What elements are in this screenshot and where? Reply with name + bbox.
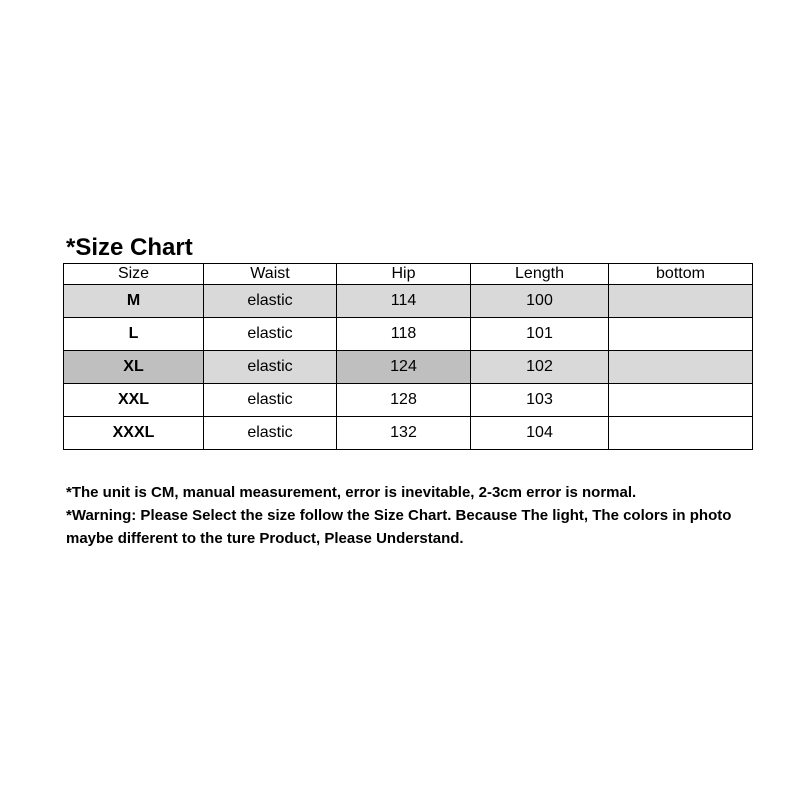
cell-size: L bbox=[64, 318, 204, 351]
cell-waist: elastic bbox=[204, 351, 337, 384]
header-waist: Waist bbox=[204, 264, 337, 285]
cell-bottom bbox=[609, 285, 753, 318]
cell-length: 104 bbox=[471, 417, 609, 450]
header-hip: Hip bbox=[337, 264, 471, 285]
cell-waist: elastic bbox=[204, 318, 337, 351]
cell-hip: 114 bbox=[337, 285, 471, 318]
cell-waist: elastic bbox=[204, 417, 337, 450]
cell-hip: 118 bbox=[337, 318, 471, 351]
warning-note: *Warning: Please Select the size follow the Size Chart. Because The light, The colors in photo maybe different to the ture Product, Please Understand. bbox=[66, 507, 732, 547]
cell-length: 100 bbox=[471, 285, 609, 318]
cell-size: XL bbox=[64, 351, 204, 384]
cell-size: M bbox=[64, 285, 204, 318]
size-notes bbox=[66, 481, 756, 550]
cell-length: 101 bbox=[471, 318, 609, 351]
cell-hip: 128 bbox=[337, 384, 471, 417]
cell-waist: elastic bbox=[204, 285, 337, 318]
cell-bottom bbox=[609, 318, 753, 351]
unit-note: *The unit is CM, manual measurement, error is inevitable, 2-3cm error is normal. bbox=[66, 484, 637, 501]
table-row bbox=[64, 384, 753, 417]
cell-bottom bbox=[609, 351, 753, 384]
cell-size: XXL bbox=[64, 384, 204, 417]
table-row bbox=[64, 417, 753, 450]
cell-bottom bbox=[609, 417, 753, 450]
size-chart-table bbox=[63, 263, 753, 450]
table-row bbox=[64, 285, 753, 318]
header-bottom: bottom bbox=[609, 264, 753, 285]
cell-bottom bbox=[609, 384, 753, 417]
cell-length: 103 bbox=[471, 384, 609, 417]
header-length: Length bbox=[471, 264, 609, 285]
cell-hip: 132 bbox=[337, 417, 471, 450]
cell-size: XXXL bbox=[64, 417, 204, 450]
table-header-row bbox=[64, 264, 753, 285]
cell-waist: elastic bbox=[204, 384, 337, 417]
cell-length: 102 bbox=[471, 351, 609, 384]
table-row bbox=[64, 318, 753, 351]
cell-hip: 124 bbox=[337, 351, 471, 384]
size-chart-title: *Size Chart bbox=[66, 234, 193, 261]
table-row bbox=[64, 351, 753, 384]
header-size: Size bbox=[64, 264, 204, 285]
